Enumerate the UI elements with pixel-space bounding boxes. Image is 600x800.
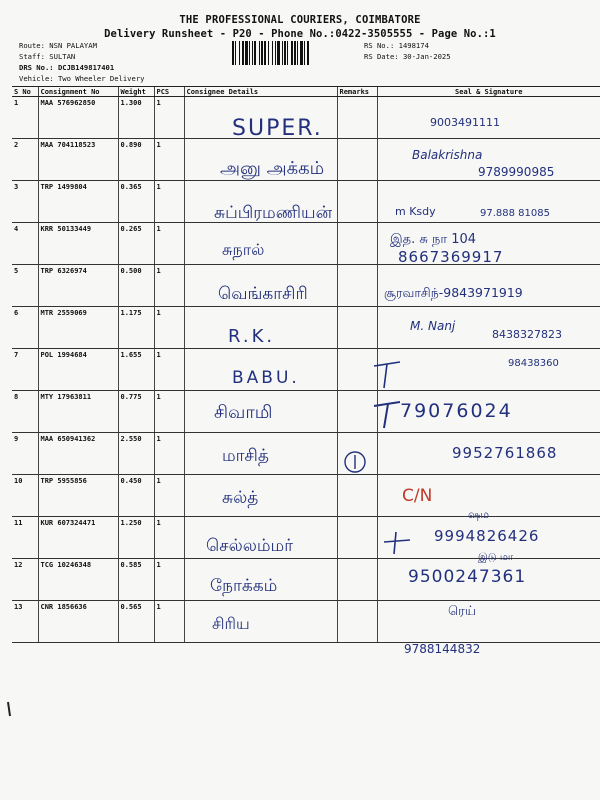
cell-weight: 0.585 bbox=[118, 559, 154, 601]
handwritten-phone: 9789990985 bbox=[478, 165, 555, 179]
handwritten-signature: m Ksdy bbox=[395, 205, 436, 218]
handwritten-name: செல்லம்மர் bbox=[206, 536, 294, 556]
cell-pcs: 1 bbox=[154, 139, 184, 181]
handwritten-name: மாசித் bbox=[222, 446, 269, 466]
pen-circle-row9 bbox=[342, 449, 368, 475]
cell-consignment-no: POL 1994684 bbox=[38, 349, 118, 391]
table-row bbox=[12, 475, 600, 517]
cell-pcs: 1 bbox=[154, 181, 184, 223]
drs-number: DRS No.: DCJB149817401 bbox=[19, 63, 115, 72]
cell-sno: 13 bbox=[12, 601, 38, 643]
col-header-remarks: Remarks bbox=[337, 87, 377, 97]
col-header-weight: Weight bbox=[118, 87, 154, 97]
cell-consignment-no: TRP 1499804 bbox=[38, 181, 118, 223]
cell-consignment-no: KUR 607324471 bbox=[38, 517, 118, 559]
handwritten-phone: 9952761868 bbox=[452, 444, 558, 462]
handwritten-name: அனு அக்கம் bbox=[220, 158, 325, 179]
cell-consignment-no: MAA 650941362 bbox=[38, 433, 118, 475]
handwritten-name: SUPER. bbox=[232, 116, 323, 141]
rs-number: RS No.: 1498174 bbox=[364, 41, 429, 50]
table-row bbox=[12, 223, 600, 265]
handwritten-name: R.K. bbox=[228, 326, 276, 347]
meta-left bbox=[19, 40, 145, 84]
cell-sno: 1 bbox=[12, 97, 38, 139]
cell-seal-signature bbox=[377, 349, 600, 391]
cell-weight: 0.775 bbox=[118, 391, 154, 433]
route-text: Route: NSN PALAYAM bbox=[19, 41, 97, 50]
barcode-image bbox=[232, 41, 356, 65]
pen-scribble-row7 bbox=[370, 356, 410, 396]
cell-pcs: 1 bbox=[154, 601, 184, 643]
handwritten-name: சிவாமி bbox=[214, 402, 273, 423]
col-header-sno: S No bbox=[12, 87, 38, 97]
cell-pcs: 1 bbox=[154, 307, 184, 349]
col-header-consignment: Consignment No bbox=[38, 87, 118, 97]
pen-arrow-row11 bbox=[380, 528, 416, 558]
cell-weight: 0.365 bbox=[118, 181, 154, 223]
cell-sno: 9 bbox=[12, 433, 38, 475]
cell-remarks bbox=[337, 181, 377, 223]
col-header-pcs: PCS bbox=[154, 87, 184, 97]
cell-remarks bbox=[337, 223, 377, 265]
cell-remarks bbox=[337, 475, 377, 517]
cell-pcs: 1 bbox=[154, 475, 184, 517]
cell-consignment-no: TRP 6326974 bbox=[38, 265, 118, 307]
handwritten-phone: 9994826426 bbox=[434, 527, 540, 545]
cell-consignee-details bbox=[184, 601, 337, 643]
col-header-consignee: Consignee Details bbox=[184, 87, 337, 97]
runsheet-subtitle: Delivery Runsheet - P20 - Phone No.:0422-3505555 - Page No.:1 bbox=[104, 28, 496, 40]
cell-sno: 6 bbox=[12, 307, 38, 349]
cell-pcs: 1 bbox=[154, 433, 184, 475]
cell-remarks bbox=[337, 559, 377, 601]
cell-weight: 2.550 bbox=[118, 433, 154, 475]
handwritten-signature: ஷம bbox=[468, 508, 490, 521]
cell-pcs: 1 bbox=[154, 349, 184, 391]
handwritten-signature: சூரவாசிந்-9843971919 bbox=[384, 285, 523, 300]
handwritten-name: BABU. bbox=[232, 368, 300, 388]
cell-pcs: 1 bbox=[154, 223, 184, 265]
handwritten-phone: 97.888 81085 bbox=[480, 208, 550, 219]
col-header-signature: Seal & Signature bbox=[377, 87, 600, 97]
cell-weight: 1.250 bbox=[118, 517, 154, 559]
cell-remarks bbox=[337, 97, 377, 139]
cell-weight: 0.500 bbox=[118, 265, 154, 307]
handwritten-name: நோக்கம் bbox=[210, 576, 278, 596]
cell-weight: 0.450 bbox=[118, 475, 154, 517]
cell-consignee-details bbox=[184, 475, 337, 517]
cell-consignment-no: CNR 1856636 bbox=[38, 601, 118, 643]
cell-sno: 5 bbox=[12, 265, 38, 307]
handwritten-phone: 9500247361 bbox=[408, 567, 527, 587]
handwritten-signature: ரெய் bbox=[448, 604, 476, 619]
handwritten-phone: 8438327823 bbox=[492, 328, 562, 341]
cell-weight: 1.300 bbox=[118, 97, 154, 139]
handwritten-phone: 8667369917 bbox=[398, 248, 504, 266]
handwritten-signature: Balakrishna bbox=[412, 148, 483, 162]
pen-scribble-row8 bbox=[370, 394, 410, 434]
cell-remarks bbox=[337, 601, 377, 643]
cell-sno: 3 bbox=[12, 181, 38, 223]
vehicle-text: Vehicle: Two Wheeler Delivery bbox=[19, 74, 145, 83]
rs-date: RS Date: 30-Jan-2025 bbox=[364, 52, 451, 61]
cell-pcs: 1 bbox=[154, 391, 184, 433]
cell-remarks bbox=[337, 139, 377, 181]
cell-remarks bbox=[337, 307, 377, 349]
cell-weight: 0.565 bbox=[118, 601, 154, 643]
handwritten-signature: இத. சு நா 104 bbox=[390, 232, 477, 247]
cell-sno: 8 bbox=[12, 391, 38, 433]
cell-sno: 2 bbox=[12, 139, 38, 181]
table-header-row bbox=[12, 87, 600, 97]
cell-sno: 7 bbox=[12, 349, 38, 391]
cell-pcs: 1 bbox=[154, 559, 184, 601]
cell-consignment-no: KRR 50133449 bbox=[38, 223, 118, 265]
cell-sno: 10 bbox=[12, 475, 38, 517]
cell-weight: 0.890 bbox=[118, 139, 154, 181]
cell-sno: 11 bbox=[12, 517, 38, 559]
handwritten-signature: 9003491111 bbox=[430, 116, 500, 129]
handwritten-name: சுப்பிரமணியன் bbox=[214, 203, 333, 223]
cell-pcs: 1 bbox=[154, 265, 184, 307]
cell-consignment-no: TRP 5955856 bbox=[38, 475, 118, 517]
cell-pcs: 1 bbox=[154, 97, 184, 139]
cell-consignment-no: MTR 2559069 bbox=[38, 307, 118, 349]
barcode-bar bbox=[309, 41, 310, 65]
cell-sno: 12 bbox=[12, 559, 38, 601]
cell-weight: 1.175 bbox=[118, 307, 154, 349]
cell-sno: 4 bbox=[12, 223, 38, 265]
cell-pcs: 1 bbox=[154, 517, 184, 559]
company-title: THE PROFESSIONAL COURIERS, COIMBATORE bbox=[179, 14, 421, 26]
handwritten-signature: இடு மா bbox=[478, 552, 514, 563]
handwritten-name: சுநால் bbox=[222, 240, 265, 259]
cell-seal-signature bbox=[377, 601, 600, 643]
cell-weight: 1.655 bbox=[118, 349, 154, 391]
pen-mark-margin bbox=[2, 700, 14, 720]
cell-remarks bbox=[337, 517, 377, 559]
cell-consignment-no: MAA 704118523 bbox=[38, 139, 118, 181]
cell-weight: 0.265 bbox=[118, 223, 154, 265]
handwritten-signature: 98438360 bbox=[508, 358, 559, 369]
cell-consignment-no: TCG 10246348 bbox=[38, 559, 118, 601]
handwritten-signature: M. Nanj bbox=[410, 319, 456, 333]
table-row bbox=[12, 601, 600, 643]
handwritten-phone: 79076024 bbox=[400, 400, 513, 422]
handwritten-name: வெங்காசிரி bbox=[218, 284, 308, 304]
handwritten-phone: 9788144832 bbox=[404, 642, 481, 656]
cell-remarks bbox=[337, 265, 377, 307]
handwritten-name: சிரிய bbox=[212, 614, 250, 633]
staff-text: Staff: SULTAN bbox=[19, 52, 76, 61]
meta-right bbox=[364, 40, 451, 62]
cell-consignment-no: MAA 576962850 bbox=[38, 97, 118, 139]
handwritten-remark: C/N bbox=[402, 486, 433, 506]
handwritten-name: சுல்த் bbox=[222, 488, 259, 508]
cell-consignment-no: MTY 17963811 bbox=[38, 391, 118, 433]
table-row bbox=[12, 349, 600, 391]
